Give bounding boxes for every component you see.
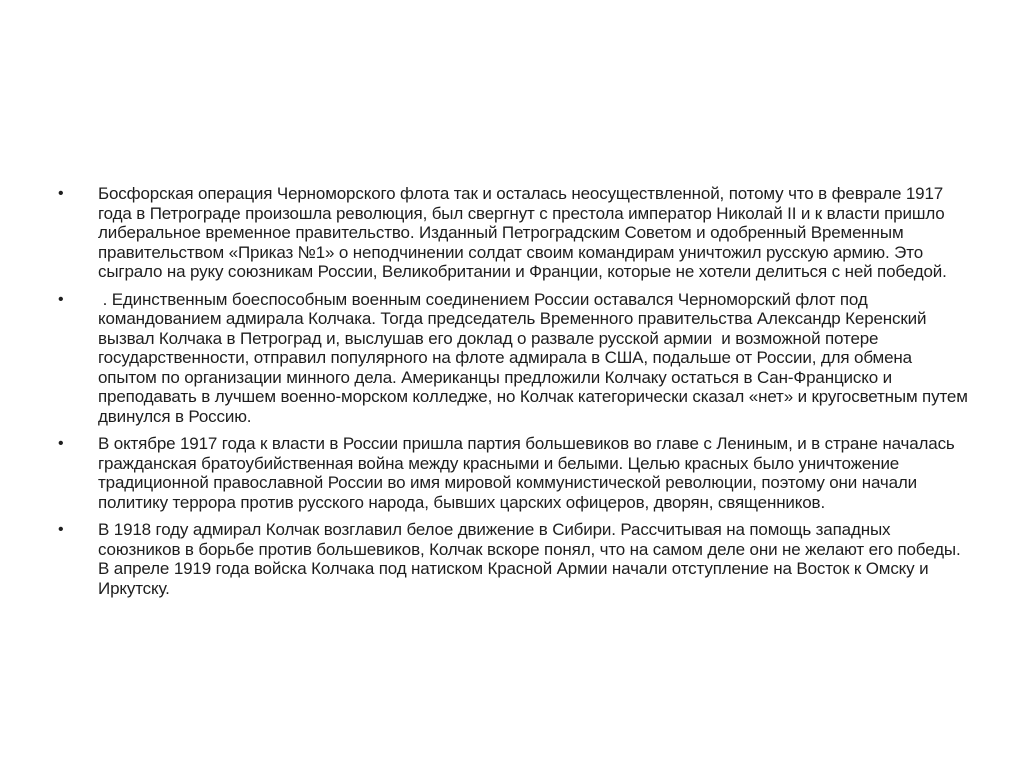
bullet-item-2 — [58, 290, 974, 427]
bullet-marker: • — [58, 435, 64, 452]
bullet-text-1: Босфорская операция Черноморского флота так и осталась неосуществленной, потому что в феврале 1917 года в Петрограде произошла революция, был свергнут с престола император Николай II и к власти пришло либеральное временное правительство. Изданный Петроградским Советом и одобренный Временным правительством «Приказ №1» о неподчинении солдат своим командирам уничтожил русскую армию. Это сыграло на руку союзникам России, Великобритании и Франции, которые не хотели делиться с ней победой. — [98, 184, 947, 281]
bullet-item-4 — [58, 520, 974, 598]
bullet-item-3 — [58, 434, 974, 512]
bullet-marker: • — [58, 185, 64, 202]
bullet-text-3: В октябре 1917 года к власти в России пришла партия большевиков во главе с Лениным, и в стране началась гражданская братоубийственная война между красными и белыми. Целью красных было уничтожение традиционной православной России во имя мировой коммунистической революции, поэтому они начали политику террора против русского народа, бывших царских офицеров, дворян, священников. — [98, 434, 955, 512]
bullet-list — [58, 184, 974, 606]
bullet-item-1 — [58, 184, 974, 282]
bullet-text-4: В 1918 году адмирал Колчак возглавил белое движение в Сибири. Рассчитывая на помощь западных союзников в борьбе против большевиков, Колчак вскоре понял, что на самом деле они не желают его победы. В апреле 1919 года войска Колчака под натиском Красной Армии начали отступление на Восток к Омску и Иркутску. — [98, 520, 961, 598]
bullet-marker: • — [58, 290, 64, 308]
bullet-marker: • — [58, 521, 64, 538]
bullet-text-2: . Единственным боеспособным военным соединением России оставался Черноморский флот под командованием адмирала Колчака. Тогда председатель Временного правительства Александр Керенский вызвал Колчака в Петроград и, выслушав его доклад о развале русской армии и возможной потере государственности, отправил популярного на флоте адмирала в США, подальше от России, для обмена опытом по организации минного дела. Американцы предложили Колчаку остаться в Сан-Франциско и преподавать в лучшем военно-морском колледже, но Колчак категорически сказал «нет» и кругосветным путем двинулся в Россию. — [98, 289, 973, 426]
